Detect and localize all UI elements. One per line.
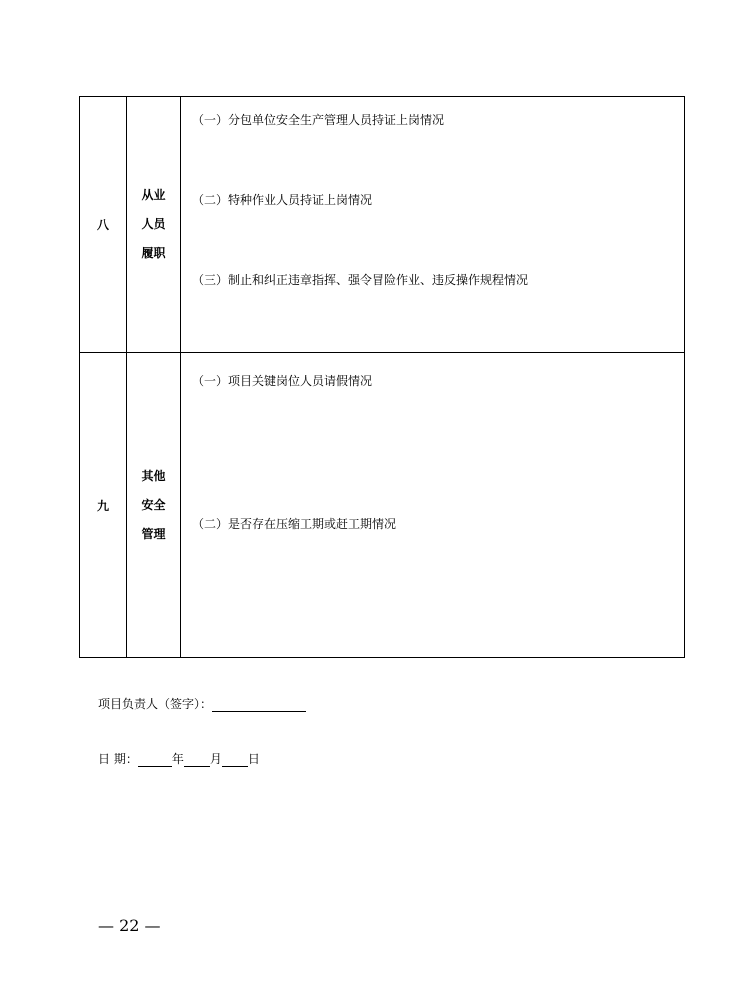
category-line: 安全 bbox=[141, 497, 166, 512]
content-item: （二）是否存在压缩工期或赶工期情况 bbox=[192, 517, 397, 531]
table-row bbox=[80, 97, 684, 353]
month-label: 月 bbox=[209, 752, 222, 766]
row-number: 九 bbox=[80, 353, 127, 657]
leader-signature bbox=[98, 695, 306, 712]
content-item: （三）制止和纠正违章指挥、强令冒险作业、违反操作规程情况 bbox=[192, 273, 529, 287]
table-row bbox=[80, 353, 684, 657]
inspection-table bbox=[79, 96, 685, 658]
date-field bbox=[98, 750, 260, 767]
signature-line[interactable] bbox=[212, 698, 306, 712]
row-content bbox=[181, 97, 684, 352]
row-category bbox=[127, 97, 181, 352]
category-line: 人员 bbox=[141, 217, 166, 231]
category-line: 履职 bbox=[141, 246, 166, 260]
month-blank[interactable] bbox=[184, 753, 210, 767]
row-content bbox=[181, 353, 684, 657]
day-label: 日 bbox=[247, 752, 260, 766]
leader-label: 项目负责人（签字）： bbox=[98, 697, 213, 711]
content-item: （一）分包单位安全生产管理人员持证上岗情况 bbox=[192, 113, 445, 127]
category-line: 管理 bbox=[141, 526, 166, 541]
category-line: 从业 bbox=[141, 188, 166, 202]
category-line: 其他 bbox=[141, 468, 166, 483]
day-blank[interactable] bbox=[222, 753, 248, 767]
content-item: （一）项目关键岗位人员请假情况 bbox=[192, 374, 373, 388]
content-item: （二）特种作业人员持证上岗情况 bbox=[192, 193, 373, 207]
date-label: 日 期： bbox=[98, 752, 138, 766]
row-category bbox=[127, 353, 181, 657]
page-number: — 22 — bbox=[98, 916, 161, 935]
year-label: 年 bbox=[171, 752, 184, 766]
row-number: 八 bbox=[80, 97, 127, 352]
year-blank[interactable] bbox=[138, 753, 172, 767]
